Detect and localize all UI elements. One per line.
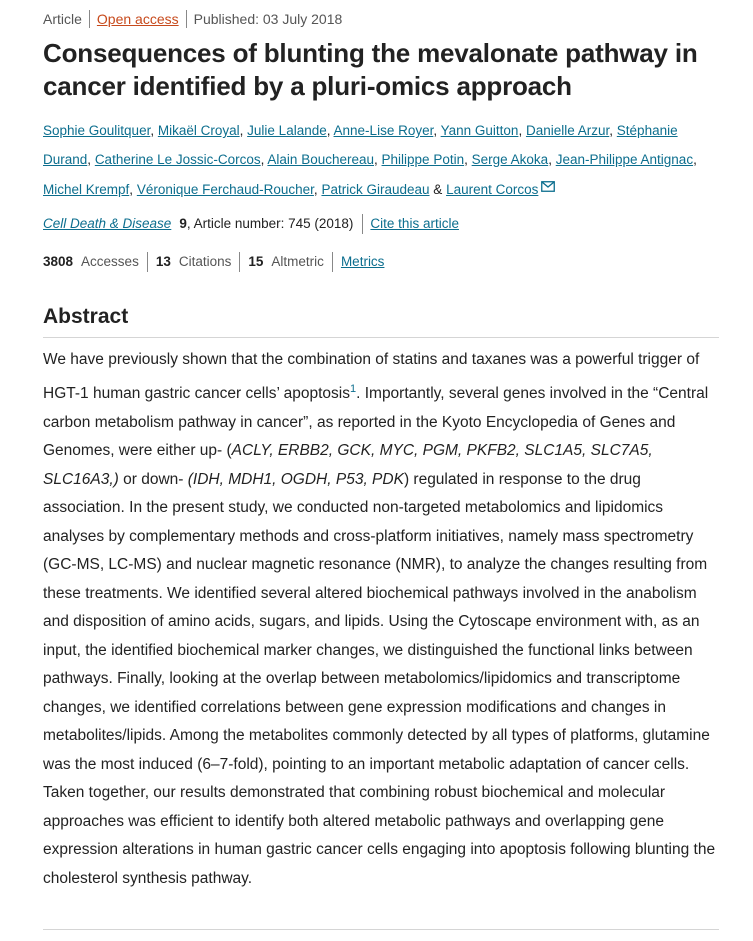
accesses-label: Accesses: [81, 254, 139, 269]
citations-count: 13: [155, 254, 171, 269]
metrics-divider: [147, 252, 148, 272]
journal-link[interactable]: Cell Death & Disease: [43, 216, 172, 231]
article-type: Article: [43, 11, 82, 27]
meta-divider: [186, 10, 187, 28]
article-meta: [43, 10, 719, 28]
author-link[interactable]: Anne-Lise Royer: [333, 123, 434, 138]
mail-icon[interactable]: [541, 174, 555, 203]
article-page: [0, 10, 753, 893]
journal-volume: 9: [179, 216, 187, 231]
abstract-text: We have previously shown that the combination of statins and taxanes was a powerful trigger of HGT-1 human gastric cancer cells’ apoptosis$^1$. Importantly, several genes involved in the “Central carbon metabolism pathway in cancer”, as reported in the Kyoto Encyclopedia of Genes and Genomes, were either up- (ACLY, ERBB2, GCK, MYC, PGM, PKFB2, SLC1A5, SLC7A5, SLC16A3,) or down- (IDH, MDH1, OGDH, P53, PDK) regulated in response to the drug association. In the present study, we conducted non-targeted metabolomics and lipidomics analyses by complementary methods and cross-platform initiatives, namely mass spectrometry (GC-MS, LC-MS) and nuclear magnetic resonance (NMR), to analyze the changes resulting from these treatments. We identified several altered biochemical pathways involved in the anabolism and disposition of amino acids, sugars, and lipids. Using the Cytoscape environment with, as an input, the identified biochemical marker changes, we distinguished the functional links between pathways. Finally, looking at the overlap between metabolomics/lipidomics and transcriptome changes, we identified correlations between gene expression modifications and changes in metabolites/lipids. Among the metabolites commonly detected by all types of platforms, glutamine was the most induced (6–7-fold), pointing to an important metabolic adaptation of cancer cells. Taken together, our results demonstrated that combining robust biochemical and molecular approaches was efficient to identify both altered metabolic pathways and overlapping gene expression alterations in human gastric cancer cells engaging into apoptosis following blunting the cholesterol synthesis pathway.: [43, 350, 716, 887]
open-access-link[interactable]: Open access: [96, 11, 179, 27]
author-link[interactable]: Julie Lalande: [247, 123, 327, 138]
citation-divider: [362, 214, 363, 234]
corresponding-author-link[interactable]: Laurent Corcos: [446, 182, 539, 197]
author-link[interactable]: Mikaël Croyal: [157, 123, 240, 138]
up-regulated-genes: ACLY, ERBB2, GCK, MYC, PGM, PKFB2, SLC1A5, SLC7A5, SLC16A3,): [43, 442, 653, 488]
article-number: , Article number: 745 (2018): [186, 216, 354, 231]
citation-row: [43, 214, 719, 234]
abstract-heading: Abstract: [43, 305, 719, 338]
altmetric-label: Altmetric: [271, 254, 324, 269]
citations-label: Citations: [178, 254, 232, 269]
metrics-divider: [239, 252, 240, 272]
author-link[interactable]: Sophie Goulitquer: [43, 123, 151, 138]
author-link[interactable]: Alain Bouchereau: [267, 151, 374, 167]
author-link[interactable]: Michel Krempf: [43, 182, 130, 197]
metrics-row: [43, 252, 719, 272]
cite-article-link[interactable]: Cite this article: [370, 216, 459, 231]
section-divider: [43, 929, 719, 930]
metrics-divider: [332, 252, 333, 272]
author-link[interactable]: Patrick Giraudeau: [321, 182, 430, 197]
accesses-count: 3808: [43, 254, 74, 269]
altmetric-count: 15: [248, 254, 264, 269]
author-link[interactable]: Serge Akoka: [471, 151, 549, 167]
author-and: &: [433, 182, 443, 197]
metrics-link[interactable]: Metrics: [340, 254, 385, 269]
down-regulated-genes: (IDH, MDH1, OGDH, P53, PDK: [187, 470, 404, 488]
author-link[interactable]: Véronique Ferchaud-Roucher: [136, 182, 314, 197]
author-link[interactable]: Yann Guitton: [440, 123, 519, 138]
author-list: Sophie Goulitquer, Mikaël Croyal, Julie Lalande, Anne-Lise Royer, Yann Guitton, Danielle Arzur, Stéphanie Durand, Catherine Le Jossic-Corcos, Alain Bouchereau, Philippe Potin, Serge Akoka, Jean-Philippe Antignac, Michel Krempf, Véronique Ferchaud-Roucher, Patrick Giraudeau & Laurent Corcos: [43, 117, 719, 205]
meta-divider: [89, 10, 90, 28]
published-date: Published: 03 July 2018: [193, 11, 343, 27]
author-link[interactable]: Danielle Arzur: [525, 123, 610, 138]
author-link[interactable]: Catherine Le Jossic-Corcos: [94, 151, 261, 167]
author-link[interactable]: Jean-Philippe Antignac: [555, 151, 694, 167]
author-link[interactable]: Stéphanie Durand: [43, 123, 678, 167]
author-link[interactable]: Philippe Potin: [381, 151, 465, 167]
reference-link[interactable]: 1: [349, 383, 357, 395]
article-title: Consequences of blunting the mevalonate pathway in cancer identified by a pluri-omics approach: [43, 38, 698, 101]
